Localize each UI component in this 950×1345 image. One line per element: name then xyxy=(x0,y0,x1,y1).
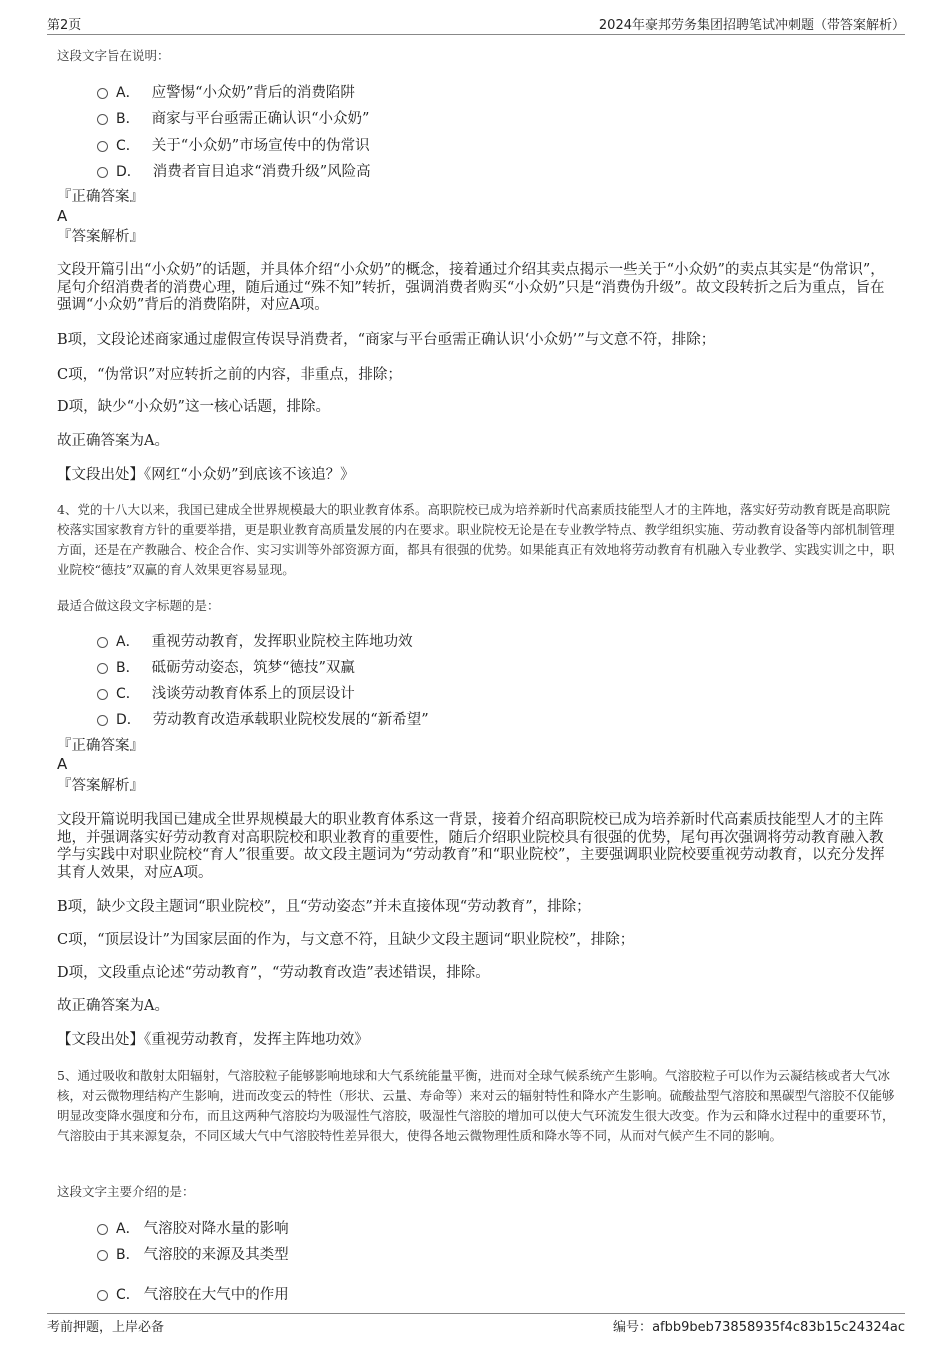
q5-option-b[interactable]: B． 气溶胶的来源及其类型 xyxy=(97,1243,289,1264)
page-number: 第2页 xyxy=(47,18,82,33)
q3-prompt: 这段文字旨在说明： xyxy=(57,48,170,63)
page-header xyxy=(47,12,905,35)
q5-stem: 5、通过吸收和散射太阳辐射，气溶胶粒子能够影响地球和大气系统能量平衡，进而对全球气候系统产生影响。气溶胶粒子可以作为云凝结核或者大气冰核，对云微物理结构产生影响，进而改变云的特性（形状、云量、寿命等）来对云的辐射特性和降水产生影响。硫酸盐型气溶胶和黑碳型气溶胶不仅能够明显改变降水强度和分布，而且这两种气溶胶均为吸湿性气溶胶，吸湿性气溶胶的增加可以使大气环流发生很大改变。作为云和降水过程中的重要环节，气溶胶由于其来源复杂，不同区域大气中气溶胶特性差异很大，使得各地云微物理性质和降水等不同，从而对气候产生不同的影响。 xyxy=(57,1068,895,1143)
q4-analysis-main: 文段开篇说明我国已建成全世界规模最大的职业教育体系这一背景，接着介绍高职院校已成为培养新时代高素质技能型人才的主阵地，并强调落实好劳动教育对高职院校和职业教育的重要性，随后介绍职业院校具有很强的优势，尾句再次强调将劳动教育融入教学与实践中对职业院校“育人”很重要。故文段主题词为“劳动教育”和“职业院校”，主要强调职业院校要重视劳动教育，以充分发挥其育人效果，对应A项。 xyxy=(57,812,885,881)
q5-option-c[interactable]: C． 气溶胶在大气中的作用 xyxy=(97,1283,289,1304)
radio-icon[interactable] xyxy=(97,663,108,674)
q3-analysis-main: 文段开篇引出“小众奶”的话题，并具体介绍“小众奶”的概念，接着通过介绍其卖点揭示一些关于“小众奶”的卖点其实是“伪常识”，尾句介绍消费者的消费心理，随后通过“殊不知”转折，强调消费者购买“小众奶”只是“消费伪升级”。故文段转折之后为重点，旨在强调“小众奶”背后的消费陷阱，对应A项。 xyxy=(57,262,885,313)
q3-analysis-b: B项，文段论述商家通过虚假宣传误导消费者，“商家与平台亟需正确认识‘小众奶’”与文意不符，排除； xyxy=(57,332,716,348)
q3-option-c[interactable]: C． 关于“小众奶”市场宣传中的伪常识 xyxy=(97,134,370,155)
page-footer xyxy=(47,1313,905,1334)
q4-answer: A xyxy=(57,755,68,773)
q4-analysis-c: C项，“顶层设计”为国家层面的作为，与文意不符，且缺少文段主题词“职业院校”，排除； xyxy=(57,932,635,948)
q4-analysis-label: 『答案解析』 xyxy=(57,778,144,794)
q3-analysis-label: 『答案解析』 xyxy=(57,229,144,245)
q4-option-b[interactable]: B． 砥砺劳动姿态，筑梦“德技”双赢 xyxy=(97,656,355,677)
q4-analysis-b: B项，缺少文段主题词“职业院校”，且“劳动姿态”并未直接体现“劳动教育”，排除； xyxy=(57,899,591,915)
radio-icon[interactable] xyxy=(97,88,108,99)
q5-option-a[interactable]: A． 气溶胶对降水量的影响 xyxy=(97,1217,289,1238)
document-code: 编号：afbb9beb73858935f4c83b15c24324ac xyxy=(613,1320,905,1335)
q4-source: 【文段出处】《重视劳动教育，发挥主阵地功效》 xyxy=(57,1032,369,1048)
q4-stem: 4、党的十八大以来，我国已建成全世界规模最大的职业教育体系。高职院校已成为培养新时代高素质技能型人才的主阵地，落实好劳动教育既是高职院校落实国家教育方针的重要举措，更是职业教育高质量发展的内在要求。职业院校无论是在专业教学特点、教学组织实施、劳动教育设备等内部机制管理方面，还是在产教融合、校企合作、实习实训等外部资源方面，都具有很强的优势。如果能真正有效地将劳动教育有机融入专业教学、实践实训之中，职业院校“德技”双赢的育人效果更容易显现。 xyxy=(57,502,895,577)
q4-answer-label: 『正确答案』 xyxy=(57,738,144,754)
q3-answer-label: 『正确答案』 xyxy=(57,189,144,205)
q4-option-a[interactable]: A． 重视劳动教育，发挥职业院校主阵地功效 xyxy=(97,630,413,651)
radio-icon[interactable] xyxy=(97,114,108,125)
q3-option-d[interactable]: D． 消费者盲目追求“消费升级”风险高 xyxy=(97,160,371,181)
radio-icon[interactable] xyxy=(97,1250,108,1261)
q3-analysis-d: D项，缺少“小众奶”这一核心话题，排除。 xyxy=(57,399,330,415)
q3-answer: A xyxy=(57,207,68,225)
radio-icon[interactable] xyxy=(97,689,108,700)
radio-icon[interactable] xyxy=(97,1224,108,1235)
radio-icon[interactable] xyxy=(97,715,108,726)
q3-option-a[interactable]: A． 应警惕“小众奶”背后的消费陷阱 xyxy=(97,81,355,102)
q4-analysis-d: D项，文段重点论述“劳动教育”，“劳动教育改造”表述错误，排除。 xyxy=(57,965,490,981)
radio-icon[interactable] xyxy=(97,167,108,178)
q4-conclusion: 故正确答案为A。 xyxy=(57,998,169,1014)
q4-option-d[interactable]: D． 劳动教育改造承载职业院校发展的“新希望” xyxy=(97,708,429,729)
q3-conclusion: 故正确答案为A。 xyxy=(57,433,169,449)
q3-option-b[interactable]: B． 商家与平台亟需正确认识“小众奶” xyxy=(97,107,369,128)
q3-source: 【文段出处】《网红“小众奶”到底该不该追？》 xyxy=(57,467,355,483)
q4-option-c[interactable]: C． 浅谈劳动教育体系上的顶层设计 xyxy=(97,682,355,703)
q3-analysis-c: C项，“伪常识”对应转折之前的内容，非重点，排除； xyxy=(57,367,402,383)
q4-prompt: 最适合做这段文字标题的是： xyxy=(57,598,220,613)
footer-slogan: 考前押题，上岸必备 xyxy=(47,1320,165,1335)
radio-icon[interactable] xyxy=(97,1290,108,1301)
q5-prompt: 这段文字主要介绍的是： xyxy=(57,1184,195,1199)
radio-icon[interactable] xyxy=(97,637,108,648)
radio-icon[interactable] xyxy=(97,141,108,152)
document-title: 2024年豪邦劳务集团招聘笔试冲刺题（带答案解析） xyxy=(598,18,905,33)
